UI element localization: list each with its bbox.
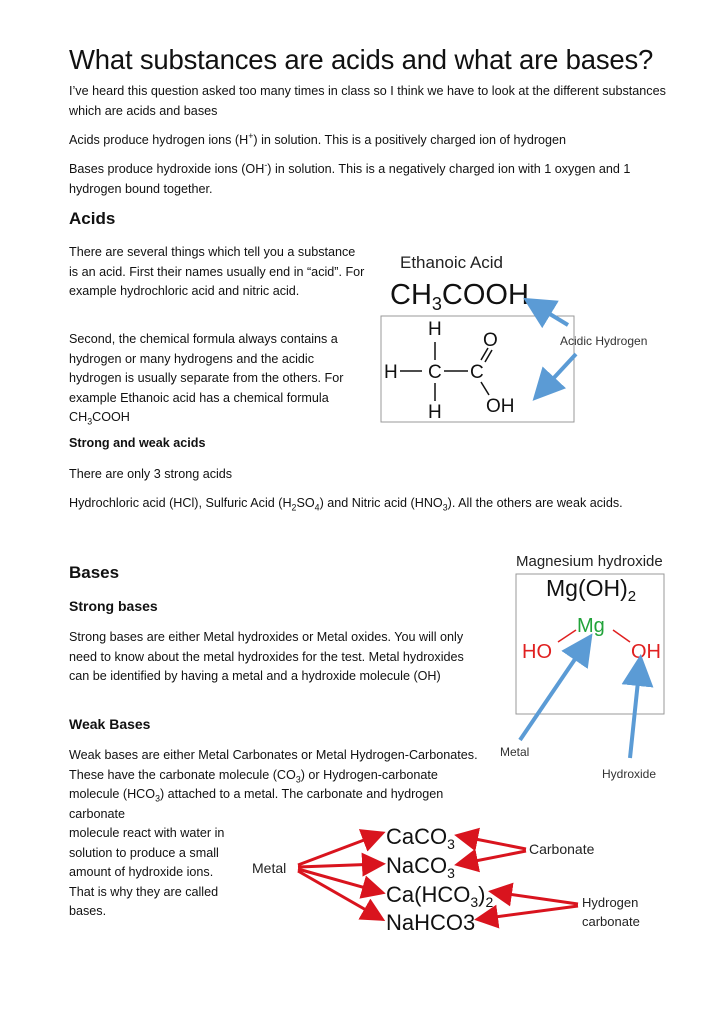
magnesium-hydroxide-figure xyxy=(496,548,680,788)
arrow-metal-caco3 xyxy=(298,834,380,865)
ethanoic-acid-name: Ethanoic Acid xyxy=(400,253,504,272)
carbonates-figure xyxy=(248,818,668,942)
atom-h-top: H xyxy=(428,319,442,340)
arrow-to-formula xyxy=(530,302,568,325)
mg-hydroxide-name: Magnesium hydroxide xyxy=(516,553,663,570)
hydrogen-label: Hydrogen xyxy=(582,895,639,910)
ethanoic-acid-formula: $CH_3COOH$ xyxy=(390,279,529,314)
hydrogen-carbonate-label: carbonate xyxy=(582,914,640,929)
acids-paragraph-4: Hydrochloric acid (HCl), Sulfuric Acid $(H_2SO_4)$ and Nitric acid $(HNO_3)$. All the others are weak acids. xyxy=(69,496,623,513)
formula-caco3: CaCO$_3$ xyxy=(386,824,455,852)
atom-h-left: H xyxy=(384,362,398,383)
arrow-metal-naco3 xyxy=(298,864,380,867)
weak-bases-heading: Weak Bases xyxy=(69,716,151,732)
strong-weak-acids-heading: Strong and weak acids xyxy=(69,436,206,450)
weak-bases-paragraph-1: Weak bases are either Metal Carbonates or Metal Hydrogen-Carbonates. These have the carbonate molecule $(CO_3)$ or Hydrogen-carbonate molecule $(HCO_3)$ attached to a metal. The carbonate and hydrogen carbonate xyxy=(69,748,478,821)
arrow-hcarbonate-cahco3 xyxy=(494,892,578,904)
formula-naco3: NaCO$_3$ xyxy=(386,853,455,881)
arrow-to-oh xyxy=(538,354,576,395)
formula-nahco3: NaHCO3 xyxy=(386,910,476,935)
acids-paragraph-2: Second, the chemical formula always contains a hydrogen or many hydrogens and the acidic hydrogen is usually separate from the others. For example Ethanoic acid has a chemical formula $CH_3COOH$ xyxy=(69,332,344,427)
metal-label-left: Metal xyxy=(252,860,287,876)
weak-bases-paragraph-2: molecule react with water in solution to produce a small amount of hydroxide ions. That is why they are called bases. xyxy=(69,826,225,918)
acids-paragraph-3: There are only 3 strong acids xyxy=(69,467,233,481)
atom-c1: C xyxy=(428,362,442,383)
intro-paragraph-2: Acids produce hydrogen ions (H+) in solution. This is a positively charged ion of hydrogen xyxy=(69,130,567,147)
atom-h-bottom: H xyxy=(428,402,442,423)
arrow-hcarbonate-nahco3 xyxy=(480,906,578,919)
atom-o: O xyxy=(483,330,498,351)
arrow-carbonate-caco3 xyxy=(460,836,526,849)
acidic-hydrogen-label: Acidic Hydrogen xyxy=(560,334,648,348)
ethanoic-acid-figure xyxy=(378,248,663,424)
arrow-metal-nahco3 xyxy=(298,871,380,918)
bond-mg-oh xyxy=(613,630,630,642)
atom-c2: C xyxy=(470,362,484,383)
strong-bases-heading: Strong bases xyxy=(69,598,158,614)
arrow-metal-cahco3 xyxy=(298,869,380,892)
bond-oh xyxy=(481,382,489,395)
atom-oh-right: OH xyxy=(631,641,661,663)
arrow-carbonate-naco3 xyxy=(460,851,526,864)
page-title: What substances are acids and what are bases? xyxy=(69,44,654,75)
hydroxide-label: Hydroxide xyxy=(602,767,657,781)
strong-bases-paragraph: Strong bases are either Metal hydroxides or Metal oxides. You will only need to know about the metal hydroxides for the test. Metal hydroxides can be identified by having a metal and a hydroxide molecule (OH) xyxy=(69,630,464,683)
arrow-to-oh-right xyxy=(630,662,640,758)
metal-label: Metal xyxy=(500,745,530,759)
acids-paragraph-1: There are several things which tell you a substance is an acid. First their names usually end in “acid”. For example hydrochloric acid and nitric acid. xyxy=(69,245,365,298)
acids-heading: Acids xyxy=(69,209,116,228)
formula-cahco3-2: $Ca(HCO_3)_2$ xyxy=(386,882,494,910)
atom-oh: OH xyxy=(486,396,515,417)
carbonate-label: Carbonate xyxy=(529,841,595,857)
atom-mg: Mg xyxy=(577,615,605,637)
mg-hydroxide-formula: $Mg(OH)_2$ xyxy=(546,575,637,605)
intro-paragraph-3: Bases produce hydroxide ions (OH-) in solution. This is a negatively charged ion with 1 oxygen and 1 hydrogen bound together. xyxy=(69,159,631,196)
atom-ho: HO xyxy=(522,641,552,663)
bond-ho-mg xyxy=(558,630,576,642)
intro-paragraph-1: I’ve heard this question asked too many times in class so I think we have to look at the different substances which are acids and bases xyxy=(69,84,666,118)
bases-heading: Bases xyxy=(69,563,120,582)
